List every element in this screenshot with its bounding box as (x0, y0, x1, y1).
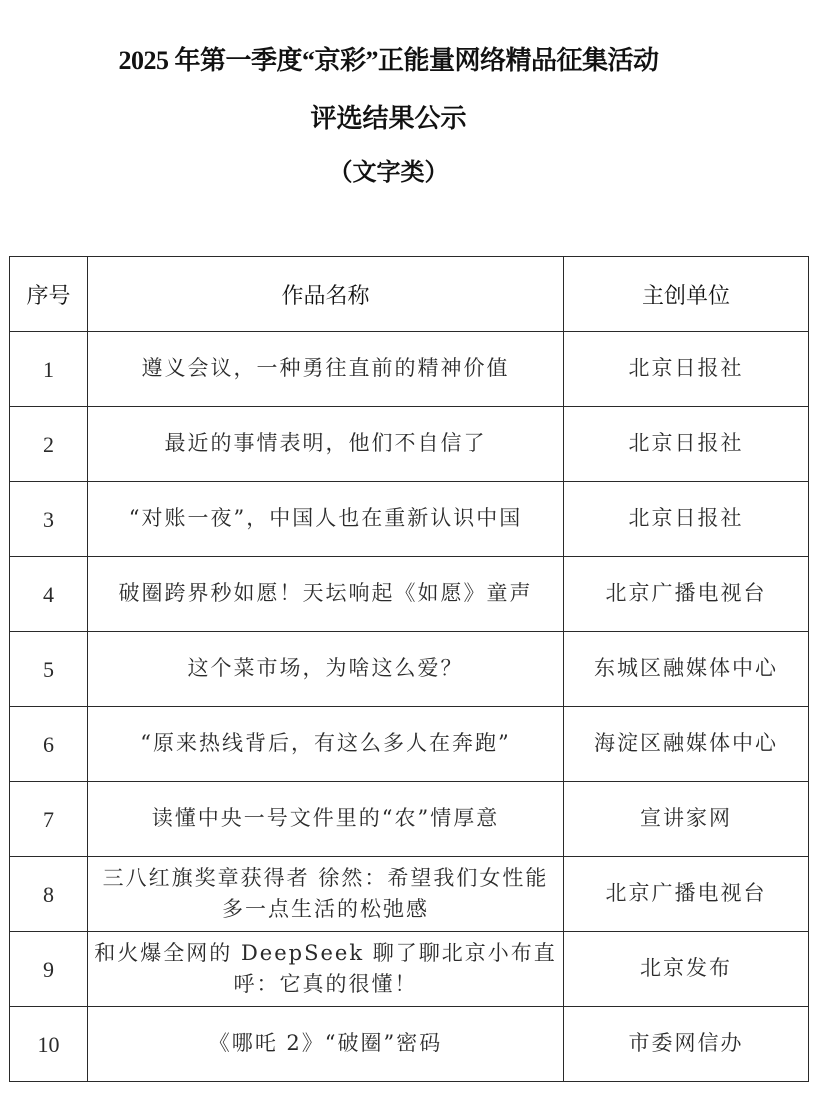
creator-unit: 北京发布 (564, 932, 809, 1007)
work-name: 最近的事情表明，他们不自信了 (88, 407, 564, 482)
work-name: 《哪吒 2》“破圈”密码 (88, 1007, 564, 1082)
row-number: 3 (10, 482, 88, 557)
work-name: 和火爆全网的 DeepSeek 聊了聊北京小布直呼：它真的很懂！ (88, 932, 564, 1007)
row-number: 2 (10, 407, 88, 482)
row-number: 5 (10, 632, 88, 707)
table-header-row (10, 257, 809, 332)
page-title: 2025 年第一季度“京彩”正能量网络精品征集活动 (118, 46, 659, 75)
table-row (10, 707, 809, 782)
table-row (10, 1007, 809, 1082)
row-number: 7 (10, 782, 88, 857)
table-row (10, 932, 809, 1007)
table-row (10, 407, 809, 482)
work-name: 三八红旗奖章获得者 徐然：希望我们女性能多一点生活的松弛感 (88, 857, 564, 932)
column-header-work-name: 作品名称 (88, 257, 564, 332)
table-row (10, 632, 809, 707)
work-name: 破圈跨界秒如愿！天坛响起《如愿》童声 (88, 557, 564, 632)
creator-unit: 海淀区融媒体中心 (564, 707, 809, 782)
creator-unit: 市委网信办 (564, 1007, 809, 1082)
work-name: “对账一夜”，中国人也在重新认识中国 (88, 482, 564, 557)
table-row (10, 782, 809, 857)
creator-unit: 北京广播电视台 (564, 857, 809, 932)
table-row (10, 857, 809, 932)
row-number: 9 (10, 932, 88, 1007)
row-number: 4 (10, 557, 88, 632)
row-number: 8 (10, 857, 88, 932)
work-name: “原来热线背后，有这么多人在奔跑” (88, 707, 564, 782)
results-table (9, 256, 809, 1082)
work-name: 这个菜市场，为啥这么爱？ (88, 632, 564, 707)
creator-unit: 北京日报社 (564, 332, 809, 407)
page-subtitle: 评选结果公示 (310, 104, 467, 134)
row-number: 6 (10, 707, 88, 782)
work-name: 遵义会议，一种勇往直前的精神价值 (88, 332, 564, 407)
table-row (10, 482, 809, 557)
work-name: 读懂中央一号文件里的“农”情厚意 (88, 782, 564, 857)
creator-unit: 北京广播电视台 (564, 557, 809, 632)
row-number: 1 (10, 332, 88, 407)
table-row (10, 332, 809, 407)
creator-unit: 北京日报社 (564, 482, 809, 557)
table-row (10, 557, 809, 632)
creator-unit: 东城区融媒体中心 (564, 632, 809, 707)
creator-unit: 宣讲家网 (564, 782, 809, 857)
column-header-number: 序号 (10, 257, 88, 332)
category-label: （文字类） (328, 157, 449, 186)
row-number: 10 (10, 1007, 88, 1082)
creator-unit: 北京日报社 (564, 407, 809, 482)
column-header-creator-unit: 主创单位 (564, 257, 809, 332)
